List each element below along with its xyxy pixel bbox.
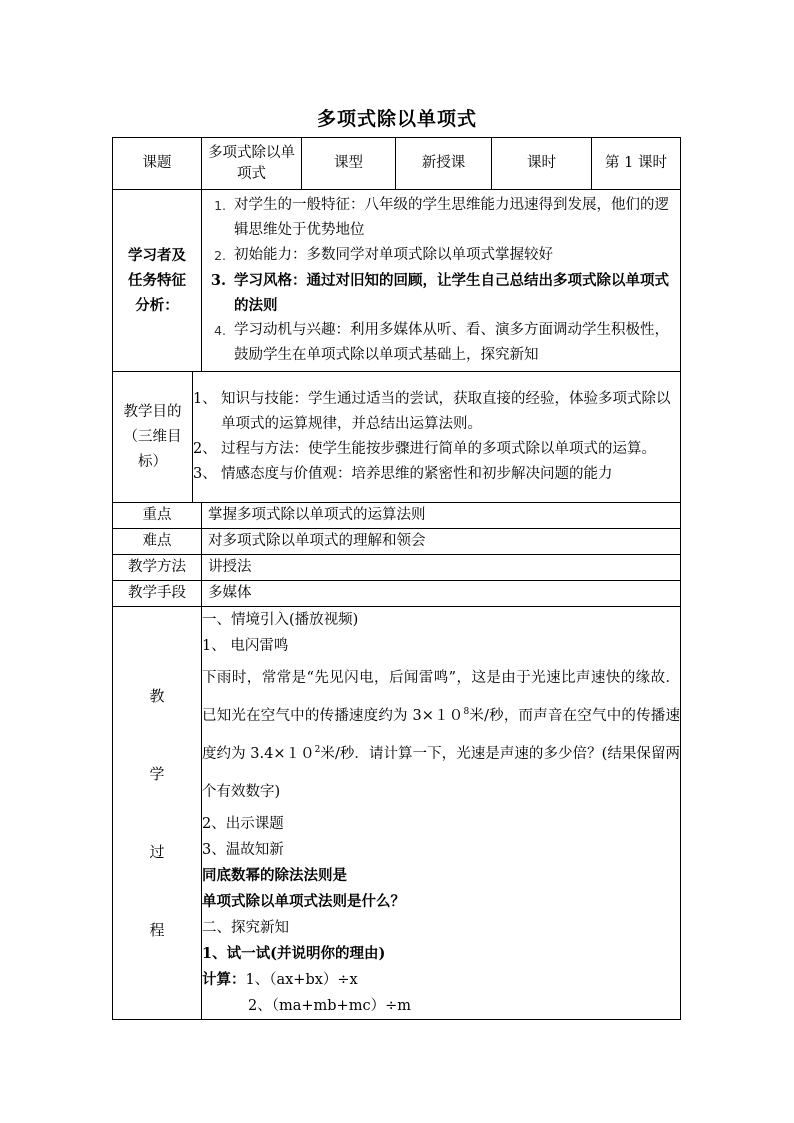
intro-heading: 一、情境引入(播放视频) <box>202 612 359 628</box>
problem-paragraph: 下雨时，常常是“先见闪电，后闻雷鸣”，这是由于光速比声速快的缘故．已知光在空气中的传播速度约为 $3\times 10^8$米/秒，而声音在空气中的传播速度约为 $3.4\times 10^2$米/秒．请计算一下，光速是声速的多少倍？(结果保留两个有效数字) <box>202 670 680 800</box>
calc-line: 2、（ma+mb+mc）÷m <box>248 998 411 1014</box>
sub-heading: 1、 电闪雷鸣 <box>202 638 289 654</box>
goals-label: 教学目的（三维目标） <box>113 372 193 503</box>
list-item: 2、 过程与方法：使学生能按步骤进行简单的多项式除以单项式的运算。 <box>193 441 656 457</box>
learner-row <box>113 190 681 372</box>
period-label: 课时 <box>492 138 592 190</box>
type-label: 课型 <box>302 138 396 190</box>
list-item: 3. 学习风格：通过对旧知的回顾，让学生自己总结出多项式除以单项式的法则 <box>210 272 669 314</box>
method-value: 讲授法 <box>202 555 681 581</box>
header-row <box>113 138 681 190</box>
calc-line: 计算：1、（ax+bx）÷x <box>202 971 358 988</box>
key-point-row <box>113 503 681 529</box>
question-text: 单项式除以单项式法则是什么？ <box>202 893 405 910</box>
goals-content <box>193 372 681 503</box>
sub-heading: 1、试一试(并说明你的理由) <box>202 945 386 962</box>
goals-row <box>113 372 681 503</box>
list-item: 4. 学习动机与兴趣：利用多媒体从听、看、演多方面调动学生积极性，鼓励学生在单项式除以单项式基础上，探究新知 <box>214 322 669 363</box>
type-value: 新授课 <box>396 138 492 190</box>
lesson-plan-table <box>112 137 681 1020</box>
list-item: 1. 对学生的一般特征：八年级的学生思维能力迅速得到发展，他们的逻辑思维处于优势地位 <box>214 197 669 238</box>
process-content <box>202 607 681 1020</box>
difficulty-label: 难点 <box>113 529 202 555</box>
sub-heading: 2、出示课题 <box>202 816 284 832</box>
key-point-label: 重点 <box>113 503 202 529</box>
learner-content <box>202 190 681 372</box>
method-label: 教学方法 <box>113 555 202 581</box>
topic-label: 课题 <box>113 138 202 190</box>
topic-value: 多项式除以单项式 <box>202 138 302 190</box>
list-item: 1、 知识与技能：学生通过适当的尝试，获取直接的经验，体验多项式除以单项式的运算规律，并总结出运算法则。 <box>193 391 671 432</box>
period-value: 第 1 课时 <box>592 138 681 190</box>
means-value: 多媒体 <box>202 581 681 607</box>
process-label: 教 学 过 程 <box>113 607 202 1020</box>
process-row <box>113 607 681 1020</box>
method-row <box>113 555 681 581</box>
difficulty-row <box>113 529 681 555</box>
means-row <box>113 581 681 607</box>
means-label: 教学手段 <box>113 581 202 607</box>
list-item: 3、 情感态度与价值观：培养思维的紧密性和初步解决问题的能力 <box>193 466 613 482</box>
learner-label: 学习者及任务特征分析： <box>113 190 202 372</box>
sub-heading: 3、温故知新 <box>202 842 284 858</box>
list-item: 2. 初始能力：多数同学对单项式除以单项式掌握较好 <box>214 247 553 263</box>
section-heading: 二、探究新知 <box>202 920 289 936</box>
question-text: 同底数幂的除法法则是 <box>202 867 347 884</box>
document-title: 多项式除以单项式 <box>316 108 477 130</box>
key-point-value: 掌握多项式除以单项式的运算法则 <box>202 503 681 529</box>
difficulty-value: 对多项式除以单项式的理解和领会 <box>202 529 681 555</box>
